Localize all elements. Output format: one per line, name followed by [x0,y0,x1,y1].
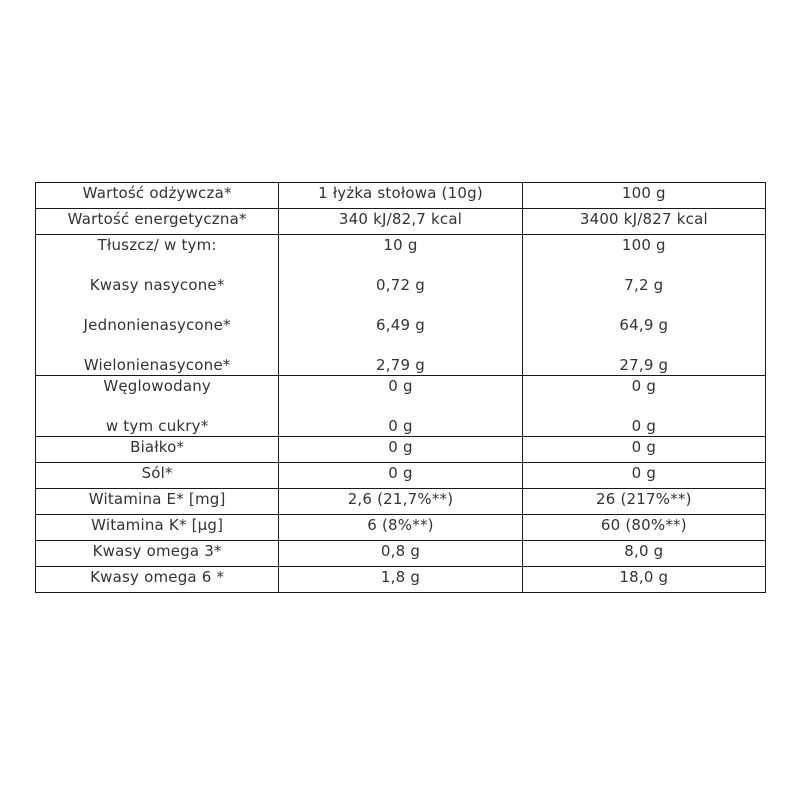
sugars-serving: 0 g [388,417,413,435]
saturated-label: Kwasy nasycone* [89,276,225,294]
polyunsaturated-100g: 27,9 g [619,356,669,374]
table-row-energy [36,209,766,235]
vitamin-e-serving: 2,6 (21,7%**) [279,489,522,515]
header-100g-label: 100 g [522,183,765,209]
energy-label: Wartość energetyczna* [36,209,279,235]
monounsaturated-serving: 6,49 g [376,316,425,334]
protein-serving: 0 g [279,437,522,463]
salt-100g: 0 g [522,463,765,489]
salt-serving: 0 g [279,463,522,489]
vitamin-e-100g: 26 (217%**) [522,489,765,515]
table-row [36,463,766,489]
monounsaturated-label: Jednonienasycone* [83,316,231,334]
vitamin-k-label: Witamina K* [µg] [36,515,279,541]
fat-serving: 10 g [383,236,418,254]
table-row-header [36,183,766,209]
carbs-label: Węglowodany [103,377,211,395]
table-row [36,489,766,515]
saturated-serving: 0,72 g [376,276,425,294]
fat-100g-cell [522,235,765,376]
omega-3-serving: 0,8 g [279,541,522,567]
table-row-carbs [36,376,766,437]
table-row-fat [36,235,766,376]
protein-100g: 0 g [522,437,765,463]
fat-100g: 100 g [621,236,666,254]
carbs-serving: 0 g [388,377,413,395]
vitamin-k-serving: 6 (8%**) [279,515,522,541]
table-row [36,437,766,463]
saturated-100g: 7,2 g [624,276,664,294]
carb-serving-cell [279,376,522,437]
polyunsaturated-serving: 2,79 g [376,356,425,374]
polyunsaturated-label: Wielonienasycone* [83,356,231,374]
sugars-label: w tym cukry* [105,417,209,435]
vitamin-k-100g: 60 (80%**) [522,515,765,541]
omega-3-label: Kwasy omega 3* [36,541,279,567]
table-row [36,541,766,567]
protein-label: Białko* [36,437,279,463]
energy-serving: 340 kJ/82,7 kcal [279,209,522,235]
monounsaturated-100g: 64,9 g [619,316,669,334]
header-nutrient-label: Wartość odżywcza* [36,183,279,209]
table-row [36,515,766,541]
nutrition-table [35,182,766,593]
energy-100g: 3400 kJ/827 kcal [522,209,765,235]
carb-100g-cell [522,376,765,437]
fat-serving-cell [279,235,522,376]
omega-6-100g: 18,0 g [522,567,765,593]
sugars-100g: 0 g [631,417,657,435]
carb-labels-cell [36,376,279,437]
fat-label: Tłuszcz/ w tym: [97,236,217,254]
vitamin-e-label: Witamina E* [mg] [36,489,279,515]
header-serving-label: 1 łyżka stołowa (10g) [279,183,522,209]
carbs-100g: 0 g [631,377,657,395]
omega-3-100g: 8,0 g [522,541,765,567]
fat-labels-cell [36,235,279,376]
salt-label: Sól* [36,463,279,489]
omega-6-serving: 1,8 g [279,567,522,593]
table-row [36,567,766,593]
omega-6-label: Kwasy omega 6 * [36,567,279,593]
